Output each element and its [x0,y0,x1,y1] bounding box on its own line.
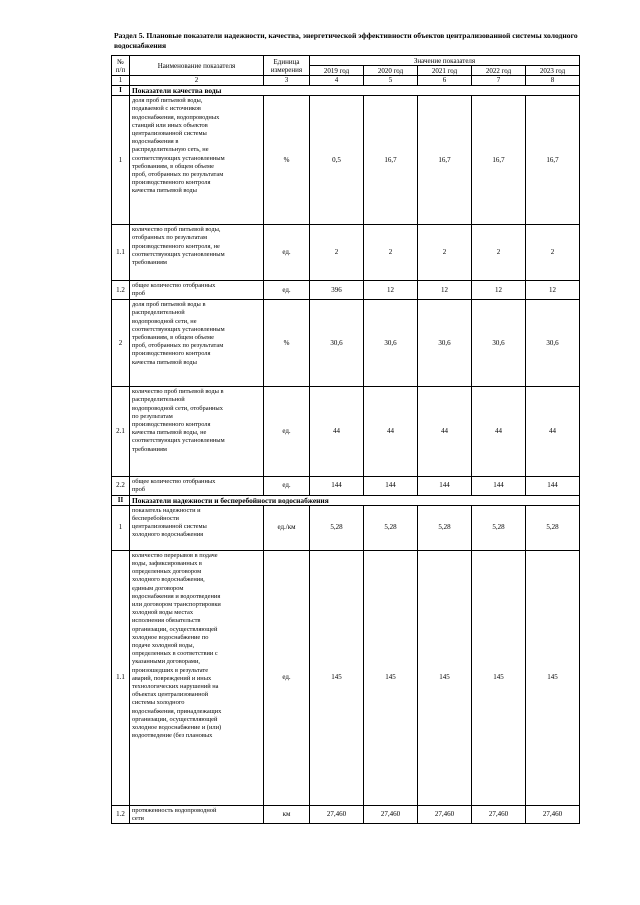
table-row [112,505,580,550]
header-year: 2023 год [526,66,580,76]
section-number: I [112,86,130,96]
indicator-name: доля проб питьевой воды в распределительной водопроводной сети, не соответствующих установленным требованиям, в общем объеме проб, отобранных по результатам производственного контроля качества питьевой воды [130,300,264,387]
header-year: 2019 год [310,66,364,76]
row-number: 1.1 [112,225,130,281]
indicator-name: количество проб питьевой воды в распределительной водопроводной сети, отобранных по результатам производственного контроля качества питьевой воды, не соответствующих установленным требованиям [130,387,264,477]
value-cell: 144 [472,477,526,495]
value-cell: 27,460 [310,805,364,823]
indicator-name: доля проб питьевой воды, подаваемой с источников водоснабжения, водопроводных станций или иных объектов централизованной системы водоснабжения в распределительную сеть, не соответствующих установленным требованиям, в общем объеме проб, отобранных по результатам производственного контроля качества питьевой воды [130,96,264,225]
value-cell: 16,7 [472,96,526,225]
indicator-name: показатель надежности и бесперебойности централизованной системы холодного водоснабжения [130,505,264,550]
value-cell: 44 [526,387,580,477]
page-title: Раздел 5. Плановые показатели надежности, качества, энергетической эффективности объектов централизованной системы холодного водоснабжения [114,31,578,50]
table-row [112,300,580,387]
value-cell: 145 [310,550,364,805]
column-number: 4 [310,76,364,86]
row-number: 2.2 [112,477,130,495]
value-cell: 30,6 [418,300,472,387]
value-cell: 27,460 [418,805,472,823]
indicator-name: количество проб питьевой воды, отобранных по результатам производственного контроля, не соответствующих установленным требованиям [130,225,264,281]
value-cell: 2 [472,225,526,281]
column-number: 2 [130,76,264,86]
row-number: 1.1 [112,550,130,805]
value-cell: 5,28 [364,505,418,550]
section-row [112,86,580,96]
indicators-table [111,55,580,824]
value-cell: 144 [418,477,472,495]
value-cell: 44 [310,387,364,477]
value-cell: 16,7 [526,96,580,225]
value-cell: 44 [364,387,418,477]
header-values-group: Значение показателя [310,56,580,66]
value-cell: 2 [418,225,472,281]
value-cell: 12 [526,281,580,300]
value-cell: 145 [364,550,418,805]
value-cell: 5,28 [526,505,580,550]
header-year: 2022 год [472,66,526,76]
header-year: 2021 год [418,66,472,76]
value-cell: 145 [526,550,580,805]
unit-cell: ед. [264,281,310,300]
unit-cell: % [264,96,310,225]
value-cell: 27,460 [364,805,418,823]
row-number: 1.2 [112,805,130,823]
unit-cell: ед./км [264,505,310,550]
value-cell: 2 [310,225,364,281]
value-cell: 30,6 [310,300,364,387]
unit-cell: ед. [264,550,310,805]
section-title: Показатели надежности и бесперебойности водоснабжения [130,495,580,505]
value-cell: 145 [472,550,526,805]
value-cell: 144 [364,477,418,495]
value-cell: 5,28 [310,505,364,550]
table-row [112,96,580,225]
column-number: 6 [418,76,472,86]
value-cell: 27,460 [472,805,526,823]
table-row [112,805,580,823]
header-name: Наименование показателя [130,56,264,76]
section-number: II [112,495,130,505]
value-cell: 30,6 [472,300,526,387]
value-cell: 12 [418,281,472,300]
column-number: 1 [112,76,130,86]
value-cell: 16,7 [418,96,472,225]
value-cell: 16,7 [364,96,418,225]
value-cell: 2 [364,225,418,281]
section-row [112,495,580,505]
indicator-name: количество перерывов в подаче воды, зафиксированных в определенных договором холодного водоснабжения, единым договором водоснабжения и водоотведения или договором транспортировки холодной воды местах исполнения обязательств организации, осуществляющей холодное водоснабжение по подаче холодной воды, определенных в соответствии с указанными договорами, произошедших в результате аварий, повреждений и иных технологических нарушений на объектах централизованной системы холодного водоснабжения, принадлежащих организации, осуществляющей холодное водоснабжение и (или) водоотведение (без плановых [130,550,264,805]
section-title: Показатели качества воды [130,86,580,96]
table-row [112,550,580,805]
value-cell: 27,460 [526,805,580,823]
row-number: 2.1 [112,387,130,477]
column-number: 7 [472,76,526,86]
value-cell: 2 [526,225,580,281]
indicator-name: протяженность водопроводной сети [130,805,264,823]
value-cell: 30,6 [526,300,580,387]
value-cell: 5,28 [472,505,526,550]
value-cell: 5,28 [418,505,472,550]
value-cell: 144 [526,477,580,495]
value-cell: 12 [364,281,418,300]
unit-cell: ед. [264,225,310,281]
column-numbers-row [112,76,580,86]
table-body [112,56,580,824]
unit-cell: км [264,805,310,823]
value-cell: 396 [310,281,364,300]
value-cell: 144 [310,477,364,495]
value-cell: 12 [472,281,526,300]
table-row [112,477,580,495]
row-number: 1 [112,505,130,550]
unit-cell: ед. [264,387,310,477]
column-number: 5 [364,76,418,86]
value-cell: 145 [418,550,472,805]
row-number: 2 [112,300,130,387]
indicator-name: общее количество отобранных проб [130,281,264,300]
unit-cell: % [264,300,310,387]
column-number: 8 [526,76,580,86]
unit-cell: ед. [264,477,310,495]
row-number: 1 [112,96,130,225]
table-row [112,225,580,281]
header-year: 2020 год [364,66,418,76]
indicator-name: общее количество отобранных проб [130,477,264,495]
table-row [112,281,580,300]
value-cell: 0,5 [310,96,364,225]
value-cell: 30,6 [364,300,418,387]
column-number: 3 [264,76,310,86]
table-row [112,387,580,477]
header-unit: Единица измерения [264,56,310,76]
value-cell: 44 [472,387,526,477]
header-row [112,56,580,66]
row-number: 1.2 [112,281,130,300]
header-num: № п/п [112,56,130,76]
value-cell: 44 [418,387,472,477]
